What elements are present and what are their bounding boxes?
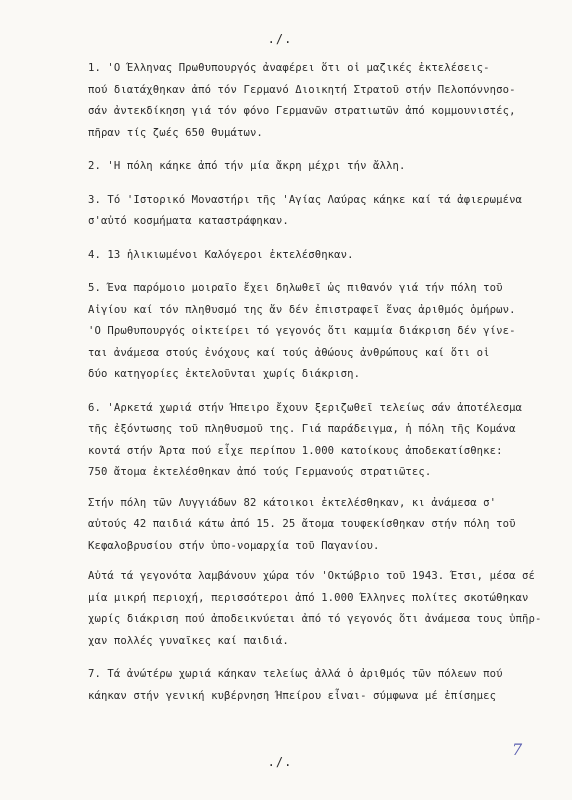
text-line: 7. Τά ἀνώτέρω χωριά κάηκαν τελείως ἀλλά ὁ ἀριθμός τῶν πόλεων πού xyxy=(88,668,503,680)
top-continuation-marker: ./. xyxy=(267,32,293,46)
text-line: Αὐτά τά γεγονότα λαμβάνουν χώρα τόν 'Οκτώβριο τοῦ 1943. Έτσι, μέσα σέ xyxy=(88,570,535,582)
paragraph-2 xyxy=(88,156,558,178)
text-line: Κεφαλοβρυσίου στήν ὑπο-νομαρχία τοῦ Παγανίου. xyxy=(88,539,380,552)
text-line: σάν ἀντεκδίκηση γιά τόν φόνο Γερμανῶν στρατιωτῶν ἀπό κομμουνιστές, xyxy=(88,105,516,117)
paragraph-6c xyxy=(88,566,558,652)
paragraph-5 xyxy=(88,278,558,386)
paragraph-6b xyxy=(88,493,558,558)
paragraph-3 xyxy=(88,190,558,233)
text-line: 1. 'Ο Έλληνας Πρωθυπουργός ἀναφέρει ὅτι οἱ μαζικές ἐκτελέσεις- xyxy=(88,62,490,74)
text-line: δύο κατηγορίες ἐκτελοῦνται χωρίς διάκριση. xyxy=(88,368,361,380)
text-line: μία μικρή περιοχή, περισσότεροι ἀπό 1.000 Έλληνες πολίτες σκοτώθηκαν xyxy=(88,591,529,604)
text-line: 5. Ένα παρόμοιο μοιραῖο ἔχει δηλωθεῖ ὡς πιθανόν γιά τήν πόλη τοῦ xyxy=(88,282,503,294)
bottom-continuation-marker: ./. xyxy=(267,755,293,769)
text-line: 6. 'Αρκετά χωριά στήν Ήπειρο ἔχουν ξεριζωθεῖ τελείως σάν ἀποτέλεσμα xyxy=(88,401,523,414)
document-body xyxy=(88,58,558,707)
text-line: 750 ἄτομα ἐκτελέσθηκαν ἀπό τούς Γερμανούς στρατιῶτες. xyxy=(88,466,432,478)
text-line: χωρίς διάκριση πού ἀποδεικνύεται ἀπό τό γεγονός ὅτι ἀνάμεσα τους ὑπῆρ- xyxy=(88,613,542,625)
paragraph-6 xyxy=(88,398,558,484)
text-line: αὐτούς 42 παιδιά κάτω ἀπό 15. 25 ἄτομα τουφεκίσθηκαν στήν πόλη τοῦ xyxy=(88,518,516,530)
text-line: χαν πολλές γυναῖκες καί παιδιά. xyxy=(88,634,289,647)
text-line: πῆραν τίς ζωές 650 θυμάτων. xyxy=(88,126,263,139)
text-line: κοντά στήν Άρτα πού εἶχε περίπου 1.000 κατοίκους ἀποδεκατίσθηκε: xyxy=(88,444,503,457)
text-line: τῆς ἐξόντωσης τοῦ πληθυσμοῦ της. Γιά παράδειγμα, ἡ πόλη τῆς Κομάνα xyxy=(88,423,516,435)
text-line: 3. Τό 'Ιστορικό Μοναστήρι τῆς 'Αγίας Λαύρας κάηκε καί τά ἀφιερωμένα xyxy=(88,193,523,206)
paragraph-4 xyxy=(88,245,558,267)
text-line: 2. 'Η πόλη κάηκε ἀπό τήν μία ἄκρη μέχρι τήν ἄλλη. xyxy=(88,160,406,172)
text-line: Στήν πόλη τῶν Λυγγιάδων 82 κάτοικοι ἐκτελέσθηκαν, κι ἀνάμεσα σ' xyxy=(88,496,497,509)
text-line: 4. 13 ἡλικιωμένοι Καλόγεροι ἐκτελέσθηκαν. xyxy=(88,248,354,261)
handwritten-page-number: 7 xyxy=(512,740,523,759)
text-line: ται ἀνάμεσα στούς ἐνόχους καί τούς ἀθώους ἀνθρώπους καί ὅτι οἱ xyxy=(88,346,490,359)
text-line: σ'αὐτό κοσμήματα καταστράφηκαν. xyxy=(88,215,289,227)
text-line: Αἰγίου καί τόν πληθυσμό της ἄν δέν ἐπιστραφεῖ ἕνας ἀριθμός ὁμήρων. xyxy=(88,303,516,316)
text-line: κάηκαν στήν γενική κυβέρνηση Ήπείρου εἶναι- σύμφωνα μέ ἐπίσημες xyxy=(88,689,497,702)
paragraph-1 xyxy=(88,58,558,144)
text-line: πού διατάχθηκαν ἀπό τόν Γερμανό Διοικητή Στρατοῦ στήν Πελοπόννησο- xyxy=(88,83,516,96)
paragraph-7 xyxy=(88,664,558,707)
text-line: 'Ο Πρωθυπουργός οἰκτείρει τό γεγονός ὅτι καμμία διάκριση δέν γίνε- xyxy=(88,325,516,337)
